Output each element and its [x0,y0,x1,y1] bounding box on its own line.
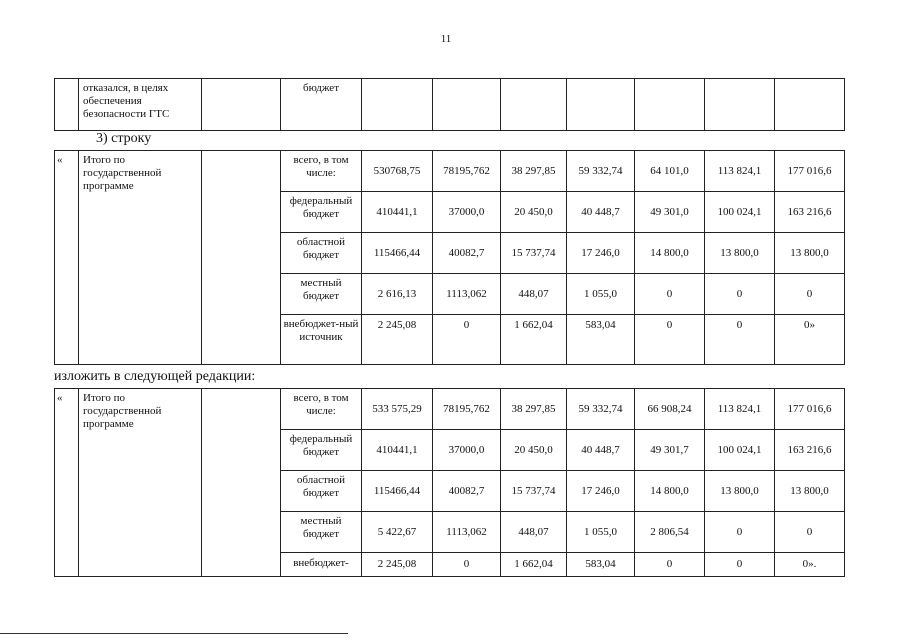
value-cell: 0». [775,553,845,577]
value-cell: 410441,1 [362,430,433,471]
source-label: внебюджет- [281,553,362,577]
fragment-value-cell [775,79,845,131]
value-cell: 0 [705,315,775,365]
fragment-source: бюджет [281,79,362,131]
value-cell: 0 [635,553,705,577]
value-cell: 1 055,0 [567,274,635,315]
fragment-value-cell [362,79,433,131]
value-cell: 177 016,6 [775,389,845,430]
top-fragment-table [54,78,845,131]
program-name: Итого по государственной программе [79,151,202,365]
value-cell: 40082,7 [433,471,501,512]
value-cell: 15 737,74 [501,233,567,274]
value-cell: 78195,762 [433,389,501,430]
value-cell: 0 [433,553,501,577]
fragment-name: отказался, в целях обеспечения безопасности ГТС [79,79,202,131]
value-cell: 5 422,67 [362,512,433,553]
value-cell: 13 800,0 [775,233,845,274]
value-cell: 37000,0 [433,192,501,233]
page-number: 11 [440,33,452,45]
value-cell: 583,04 [567,315,635,365]
value-cell: 0 [705,274,775,315]
section-label-new-edition: изложить в следующей редакции: [54,369,256,384]
value-cell: 40 448,7 [567,192,635,233]
value-cell: 38 297,85 [501,151,567,192]
empty-cell [202,151,281,365]
fragment-value-cell [501,79,567,131]
value-cell: 2 806,54 [635,512,705,553]
value-cell: 20 450,0 [501,192,567,233]
value-cell: 0 [635,315,705,365]
value-cell: 17 246,0 [567,471,635,512]
value-cell: 1113,062 [433,512,501,553]
fragment-cell-empty [202,79,281,131]
fragment-cell-index [55,79,79,131]
value-cell: 17 246,0 [567,233,635,274]
fragment-value-cell [705,79,775,131]
value-cell: 13 800,0 [705,233,775,274]
value-cell: 14 800,0 [635,471,705,512]
value-cell: 115466,44 [362,471,433,512]
value-cell: 100 024,1 [705,192,775,233]
old-program-total-table [54,150,845,365]
value-cell: 0 [433,315,501,365]
value-cell: 78195,762 [433,151,501,192]
value-cell: 0 [705,553,775,577]
value-cell: 1 662,04 [501,315,567,365]
source-label: областной бюджет [281,233,362,274]
value-cell: 0 [635,274,705,315]
empty-cell [202,389,281,577]
value-cell: 20 450,0 [501,430,567,471]
quote-mark: « [55,389,79,577]
value-cell: 177 016,6 [775,151,845,192]
value-cell: 530768,75 [362,151,433,192]
value-cell: 533 575,29 [362,389,433,430]
value-cell: 40082,7 [433,233,501,274]
value-cell: 13 800,0 [775,471,845,512]
value-cell: 2 245,08 [362,315,433,365]
footnote-divider [0,633,348,634]
source-label: местный бюджет [281,274,362,315]
value-cell: 15 737,74 [501,471,567,512]
value-cell: 59 332,74 [567,151,635,192]
value-cell: 163 216,6 [775,192,845,233]
source-label: федеральный бюджет [281,430,362,471]
value-cell: 163 216,6 [775,430,845,471]
section-label-line: 3) строку [96,131,152,146]
value-cell: 448,07 [501,512,567,553]
value-cell: 1 662,04 [501,553,567,577]
source-label: всего, в том числе: [281,151,362,192]
value-cell: 49 301,0 [635,192,705,233]
value-cell: 40 448,7 [567,430,635,471]
value-cell: 1113,062 [433,274,501,315]
value-cell: 410441,1 [362,192,433,233]
value-cell: 2 245,08 [362,553,433,577]
value-cell: 49 301,7 [635,430,705,471]
value-cell: 113 824,1 [705,151,775,192]
value-cell: 0 [775,512,845,553]
value-cell: 14 800,0 [635,233,705,274]
value-cell: 38 297,85 [501,389,567,430]
source-label: федеральный бюджет [281,192,362,233]
source-label: местный бюджет [281,512,362,553]
value-cell: 0 [775,274,845,315]
fragment-value-cell [567,79,635,131]
value-cell: 37000,0 [433,430,501,471]
source-label: всего, в том числе: [281,389,362,430]
value-cell: 115466,44 [362,233,433,274]
value-cell: 583,04 [567,553,635,577]
fragment-value-cell [433,79,501,131]
source-label: областной бюджет [281,471,362,512]
new-program-total-table [54,388,845,577]
fragment-value-cell [635,79,705,131]
value-cell: 0 [705,512,775,553]
value-cell: 448,07 [501,274,567,315]
program-name: Итого по государственной программе [79,389,202,577]
source-label: внебюджет-ный источник [281,315,362,365]
value-cell: 59 332,74 [567,389,635,430]
value-cell: 13 800,0 [705,471,775,512]
value-cell: 1 055,0 [567,512,635,553]
value-cell: 113 824,1 [705,389,775,430]
value-cell: 0» [775,315,845,365]
value-cell: 2 616,13 [362,274,433,315]
quote-mark: « [55,151,79,365]
value-cell: 66 908,24 [635,389,705,430]
value-cell: 64 101,0 [635,151,705,192]
value-cell: 100 024,1 [705,430,775,471]
